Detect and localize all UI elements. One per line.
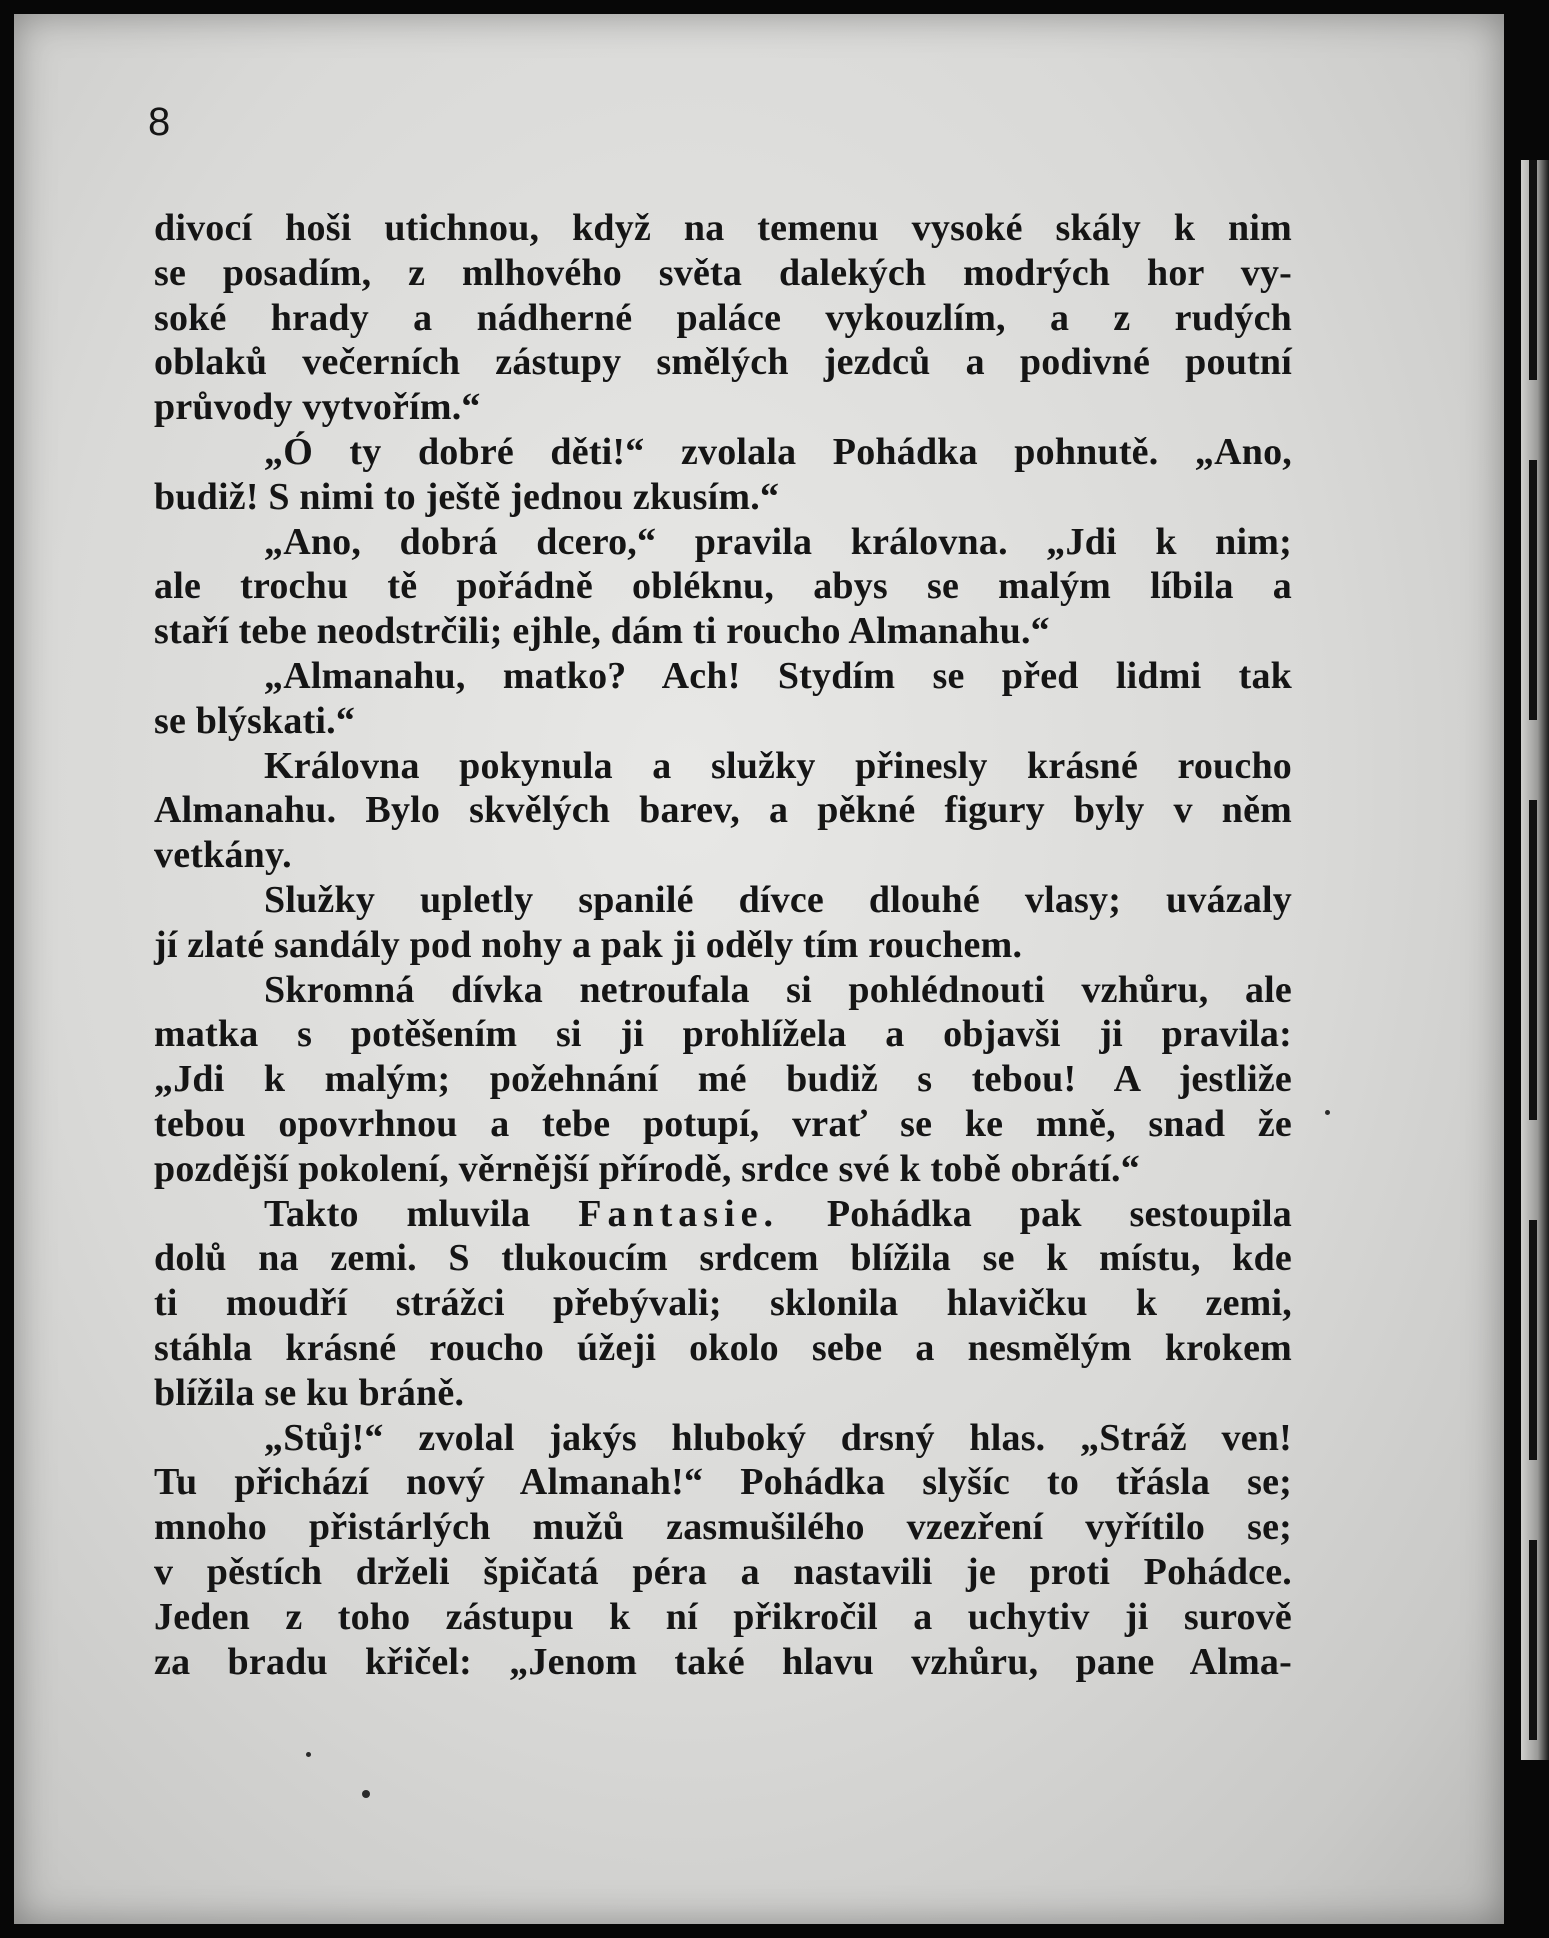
- text-line: ale trochu tě pořádně obléknu, abys se malým líbila a: [154, 565, 1292, 608]
- text-line: stáhla krásné roucho úžeji okolo sebe a nesmělým krokem: [154, 1326, 1292, 1369]
- text-line: „Almanahu, matko? Ach! Stydím se před lidmi tak: [264, 654, 1292, 697]
- text-line: pozdější pokolení, věrnější přírodě, srdce své k tobě obrátí.“: [154, 1147, 1140, 1190]
- text-line: se blýskati.“: [154, 699, 356, 742]
- text-line: jí zlaté sandály pod nohy a pak ji oděly tím rouchem.: [154, 923, 1023, 966]
- page-number: 8: [148, 100, 171, 144]
- text-line: za bradu křičel: „Jenom také hlavu vzhůru, pane Alma-: [154, 1640, 1292, 1683]
- text-line: vetkány.: [154, 834, 292, 877]
- text-line: ti moudří strážci přebývali; sklonila hlavičku k zemi,: [154, 1282, 1292, 1325]
- text-line: mnoho přistárlých mužů zasmušilého vzezření vyřítilo se;: [154, 1506, 1292, 1549]
- text-line: divocí hoši utichnou, když na temenu vysoké skály k nim: [154, 207, 1292, 249]
- text-line: oblaků večerních zástupy smělých jezdců a podivné poutní: [154, 341, 1292, 384]
- text-line-fantasie: Takto mluvila Fantasie. Pohádka pak sestoupila: [264, 1192, 1293, 1235]
- paper-speck: [306, 1752, 311, 1757]
- text-line: Tu přichází nový Almanah!“ Pohádka slyšíc to třásla se;: [154, 1461, 1292, 1504]
- text-line: budiž! S nimi to ještě jednou zkusím.“: [154, 475, 780, 518]
- paper-speck: [362, 1790, 370, 1798]
- text-line: Jeden z toho zástupu k ní přikročil a uchytiv ji surově: [154, 1595, 1292, 1638]
- text-line: „Ano, dobrá dcero,“ pravila královna. „Jdi k nim;: [264, 520, 1292, 563]
- text-line: „Stůj!“ zvolal jakýs hluboký drsný hlas. „Stráž ven!: [264, 1416, 1292, 1459]
- text-line: blížila se ku bráně.: [154, 1371, 465, 1414]
- text-line: v pěstích drželi špičatá péra a nastavili je proti Pohádce.: [154, 1550, 1292, 1593]
- text-line: matka s potěšením si ji prohlížela a objavši ji pravila:: [154, 1013, 1292, 1056]
- paper-speck: [1325, 1110, 1330, 1115]
- text-line: staří tebe neodstrčili; ejhle, dám ti roucho Almanahu.“: [154, 610, 1050, 653]
- text-line: Almanahu. Bylo skvělých barev, a pěkné figury byly v něm: [154, 789, 1292, 832]
- text-line: „Jdi k malým; požehnání mé budiž s tebou! A jestliže: [154, 1058, 1292, 1101]
- text-line: Skromná dívka netroufala si pohlédnouti vzhůru, ale: [264, 968, 1292, 1011]
- text-line: dolů na zemi. S tlukoucím srdcem blížila se k místu, kde: [154, 1237, 1292, 1280]
- text-line: průvody vytvořím.“: [154, 386, 481, 429]
- body-text: [154, 206, 1292, 1684]
- text-line: se posadím, z mlhového světa dalekých modrých hor vy-: [154, 251, 1292, 294]
- text-line: Služky upletly spanilé dívce dlouhé vlasy; uvázaly: [264, 878, 1292, 921]
- text-line: soké hrady a nádherné paláce vykouzlím, a z rudých: [154, 296, 1292, 339]
- page-binding-edge: [1521, 160, 1549, 1760]
- text-line: Královna pokynula a služky přinesly krásné roucho: [264, 744, 1292, 787]
- text-line: tebou opovrhnou a tebe potupí, vrať se ke mně, snad že: [154, 1102, 1292, 1145]
- text-line: „Ó ty dobré děti!“ zvolala Pohádka pohnutě. „Ano,: [264, 430, 1292, 473]
